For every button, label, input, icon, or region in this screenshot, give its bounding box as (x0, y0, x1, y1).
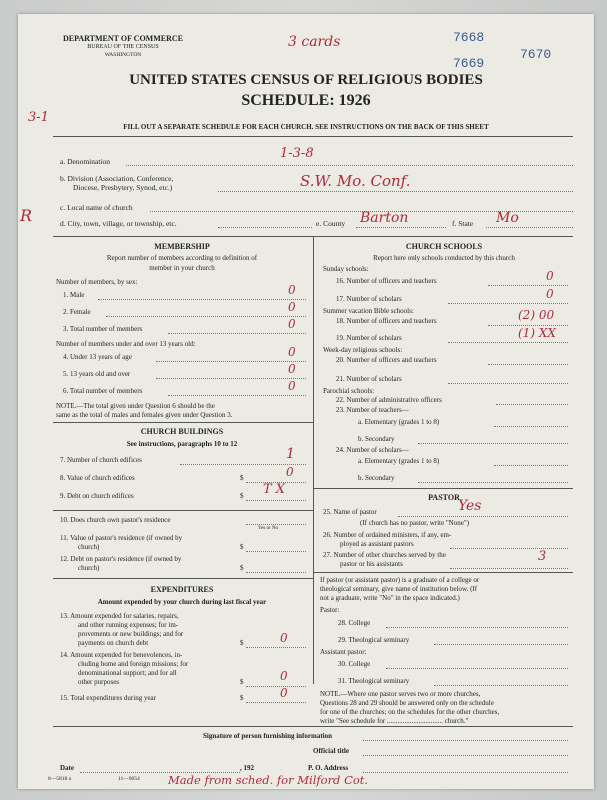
q17-line (448, 303, 568, 304)
bureau-label: BUREAU OF THE CENSUS (87, 44, 159, 50)
q2-value[interactable]: 0 (288, 300, 296, 314)
membership-note-1: NOTE.—The total given under Question 6 should be the (56, 402, 215, 410)
schools-heading: CHURCH SCHOOLS (405, 242, 483, 251)
columns-bottom-rule (53, 726, 573, 727)
q16-label: 16. Number of officers and teachers (336, 277, 437, 285)
q26-label-a: 26. Number of ordained ministers, if any, em- (323, 531, 452, 539)
q14-label-b: cluding home and foreign missions; for (78, 660, 189, 668)
stamp-number-1: 7668 (453, 30, 485, 45)
state-value[interactable]: Mo (496, 210, 519, 226)
membership-note-2: same as the total of males and females given under Question 3. (56, 411, 233, 419)
column-divider (313, 236, 314, 684)
pastor-heading: PASTOR (428, 493, 460, 502)
q13-value[interactable]: 0 (280, 631, 288, 645)
q4-label: 4. Under 13 years of age (63, 353, 132, 361)
buildings-heading: CHURCH BUILDINGS (140, 427, 224, 436)
q10-label: 10. Does church own pastor's residence (60, 516, 171, 524)
q22-line (496, 404, 568, 405)
grad-note-1: If pastor (or assistant pastor) is a graduate of a college or (320, 576, 480, 584)
denomination-value[interactable]: 1-3-8 (280, 146, 314, 161)
q24b-label: b. Secondary (358, 474, 395, 482)
weekday-schools-label: Week-day religious schools: (323, 346, 403, 354)
print-number: 11—9054 (118, 776, 140, 782)
date-label: Date (60, 764, 74, 772)
q24a-label: a. Elementary (grades 1 to 8) (358, 457, 440, 465)
q27-line (450, 568, 568, 569)
q9-label: 9. Debt on church edifices (60, 492, 134, 500)
q30-label: 30. College (338, 660, 371, 668)
official-title-line (363, 755, 568, 756)
q31-line (434, 685, 568, 686)
buildings-mid-rule (53, 510, 313, 511)
signature-line (363, 740, 568, 741)
q12-line (246, 572, 306, 573)
q23b-label: b. Secondary (358, 435, 395, 443)
q29-label: 29. Theological seminary (338, 636, 410, 644)
city-label-field: d. City, town, village, or township, etc. (60, 219, 177, 228)
q13-dollar: $ (240, 639, 244, 647)
schedule-title: SCHEDULE: 1926 (241, 92, 371, 109)
q8-value[interactable]: 0 (286, 465, 294, 479)
county-label: e. County (316, 219, 346, 228)
pastor-note-4: write "See schedule for ................................ church." (320, 717, 469, 725)
q5-label: 5. 13 years old and over (63, 370, 131, 378)
division-label-1: b. Division (Association, Conference, (60, 174, 174, 183)
division-line (218, 191, 573, 192)
q19-line (448, 342, 568, 343)
q24a-line (494, 465, 568, 466)
membership-heading: MEMBERSHIP (154, 242, 210, 251)
city-line (218, 227, 312, 228)
q25-value[interactable]: Yes (458, 498, 482, 514)
local-name-label: c. Local name of church (60, 203, 133, 212)
denomination-label: a. Denomination (60, 157, 110, 166)
q30-line (386, 668, 568, 669)
q23-label: 23. Number of teachers— (336, 406, 409, 414)
q23a-line (494, 426, 568, 427)
stamp-number-3: 7670 (520, 47, 552, 62)
q31-label: 31. Theological seminary (338, 677, 410, 685)
q13-label-c: provements or new buildings; and for (78, 630, 184, 638)
cards-note: 3 cards (288, 34, 341, 50)
county-value[interactable]: Barton (360, 210, 409, 226)
state-label: f. State (452, 219, 474, 228)
q1-value[interactable]: 0 (288, 283, 296, 297)
grad-note-3: not a graduate, write "No" in the space indicated.) (320, 594, 460, 602)
pastor-note-1: NOTE.—Where one pastor serves two or more churches, (320, 690, 481, 698)
buildings-bottom-rule (53, 578, 313, 579)
q14-label-c: denominational support; and for all (78, 669, 177, 677)
q16-value[interactable]: 0 (546, 269, 554, 283)
q5-value[interactable]: 0 (288, 362, 296, 376)
members-by-sex-label: Number of members, by sex: (56, 278, 138, 286)
q26-label-b: ployed as assistant pastors (340, 540, 414, 548)
pastor-note-3: for one of the churches; on the schedules for the other churches, (320, 708, 500, 716)
header-rule (53, 136, 573, 137)
q25-note: (If church has no pastor, write "None") (360, 519, 470, 527)
city-label: WASHINGTON (104, 52, 142, 58)
q28-line (386, 627, 568, 628)
q26-line (450, 548, 568, 549)
q20-label: 20. Number of officers and teachers (336, 356, 437, 364)
pastor-mid-rule (313, 572, 573, 573)
q22-label: 22. Number of administrative officers (336, 396, 442, 404)
instruction-line: FILL OUT A SEPARATE SCHEDULE FOR EACH CHURCH. SEE INSTRUCTIONS ON THE BACK OF THIS SHEET (123, 123, 489, 131)
q28-label: 28. College (338, 619, 371, 627)
q13-label-d: payments on church debt (78, 639, 149, 647)
q25-line (398, 516, 568, 517)
form-number: 8—5818 a (48, 776, 72, 782)
q27-value[interactable]: 3 (538, 549, 547, 564)
q9-line (246, 500, 306, 501)
q19-value[interactable]: (1) XX (518, 326, 556, 340)
q24b-line (418, 482, 568, 483)
q13-label-b: and other running expenses; for im- (78, 621, 179, 629)
q29-line (434, 644, 568, 645)
denomination-line (126, 165, 573, 166)
q18-label: 18. Number of officers and teachers (336, 317, 437, 325)
grad-note-2: theological seminary, give name of institution below. (If (320, 585, 478, 593)
q21-line (448, 383, 568, 384)
state-line (486, 227, 573, 228)
q6-label: 6. Total number of members (63, 387, 143, 395)
assistant-sub-label: Assistant pastor: (320, 648, 367, 656)
q14-dollar: $ (240, 678, 244, 686)
q24-label: 24. Number of scholars— (336, 446, 409, 454)
q10-line (246, 524, 306, 525)
membership-intro-1: Report number of members according to definition of (106, 254, 258, 262)
q3-label: 3. Total number of members (63, 325, 143, 333)
q9-dollar: $ (240, 492, 244, 500)
schools-sub: Report here only schools conducted by this church (373, 254, 515, 262)
age-intro-label: Number of members under and over 13 years old: (56, 340, 196, 348)
dept-label: DEPARTMENT OF COMMERCE (62, 34, 183, 43)
q9-value[interactable]: T X (263, 482, 286, 497)
q23b-line (418, 443, 568, 444)
q21-label: 21. Number of scholars (336, 375, 402, 383)
q2-label: 2. Female (63, 308, 91, 316)
division-label-2: Diocese, Presbytery, Synod, etc.) (73, 183, 173, 192)
sunday-schools-label: Sunday schools: (323, 265, 369, 273)
q1-label: 1. Male (63, 291, 85, 299)
q12-dollar: $ (240, 564, 244, 572)
form-title: UNITED STATES CENSUS OF RELIGIOUS BODIES (129, 72, 483, 88)
q14-label-a: 14. Amount expended for benevolences, in- (60, 651, 183, 659)
pastor-note-2: Questions 28 and 29 should be answered only on the schedule (320, 699, 494, 707)
q8-label: 8. Value of church edifices (60, 474, 135, 482)
q14-value[interactable]: 0 (280, 669, 288, 683)
parochial-schools-label: Parochial schools: (323, 387, 375, 395)
division-value[interactable]: S.W. Mo. Conf. (300, 172, 411, 190)
q13-label-a: 13. Amount expended for salaries, repairs, (60, 612, 179, 620)
q6-value[interactable]: 0 (288, 379, 296, 393)
q18-value[interactable]: (2) 00 (518, 308, 555, 322)
q3-line (168, 333, 306, 334)
r-note: R (20, 206, 33, 225)
q20-line (488, 364, 568, 365)
q11-line (246, 551, 306, 552)
q11-label-b: church) (78, 543, 100, 551)
yes-no-hint: Yes or No (258, 526, 279, 531)
official-title-label: Official title (313, 747, 349, 755)
signature-label: Signature of person furnishing information (203, 732, 332, 740)
year-label: , 192 (240, 764, 254, 772)
q3-value[interactable]: 0 (288, 317, 296, 331)
q5-line (156, 378, 306, 379)
q15-value[interactable]: 0 (280, 686, 288, 700)
county-line (356, 227, 446, 228)
q15-line (246, 702, 306, 703)
code-note: 3-1 (28, 110, 49, 125)
q23a-label: a. Elementary (grades 1 to 8) (358, 418, 440, 426)
buildings-sub: See instructions, paragraphs 10 to 12 (126, 440, 238, 448)
q11-label-a: 11. Value of pastor's residence (if owned by (60, 534, 183, 542)
q14-line (246, 686, 306, 687)
q16-line (488, 285, 568, 286)
q4-value[interactable]: 0 (288, 345, 296, 359)
pastor-sub-label: Pastor: (320, 606, 340, 614)
q6-line (168, 395, 306, 396)
footer-handwritten-note: Made from sched. for Milford Cot. (168, 773, 369, 787)
membership-bottom-rule (53, 422, 313, 423)
q25-label: 25. Name of pastor (323, 508, 377, 516)
q12-label-b: church) (78, 564, 100, 572)
q17-label: 17. Number of scholars (336, 295, 402, 303)
q17-value[interactable]: 0 (546, 287, 554, 301)
expenditures-sub: Amount expended by your church during last fiscal year (97, 598, 267, 606)
q14-label-d: other purposes (78, 678, 120, 686)
membership-intro-2: member in your church (149, 264, 215, 272)
q1-line (98, 299, 306, 300)
summer-schools-label: Summer vacation Bible schools: (323, 307, 414, 315)
q13-line (246, 647, 306, 648)
q27-label-a: 27. Number of other churches served by the (323, 551, 446, 559)
q8-dollar: $ (240, 474, 244, 482)
q15-label: 15. Total expenditures during year (60, 694, 156, 702)
po-address-line (363, 772, 568, 773)
q4-line (156, 361, 306, 362)
q2-line (106, 316, 306, 317)
po-address-label: P. O. Address (308, 764, 349, 772)
schools-bottom-rule (313, 488, 573, 489)
stamp-number-2: 7669 (453, 56, 485, 71)
q19-label: 19. Number of scholars (336, 334, 402, 342)
q27-label-b: pastor or his assistants (340, 560, 403, 568)
q7-value[interactable]: 1 (286, 446, 295, 462)
expenditures-heading: EXPENDITURES (150, 585, 214, 594)
q11-dollar: $ (240, 543, 244, 551)
q7-label: 7. Number of church edifices (60, 456, 142, 464)
census-schedule-sheet (18, 14, 594, 789)
q15-dollar: $ (240, 694, 244, 702)
q12-label-a: 12. Debt on pastor's residence (if owned by (60, 555, 182, 563)
